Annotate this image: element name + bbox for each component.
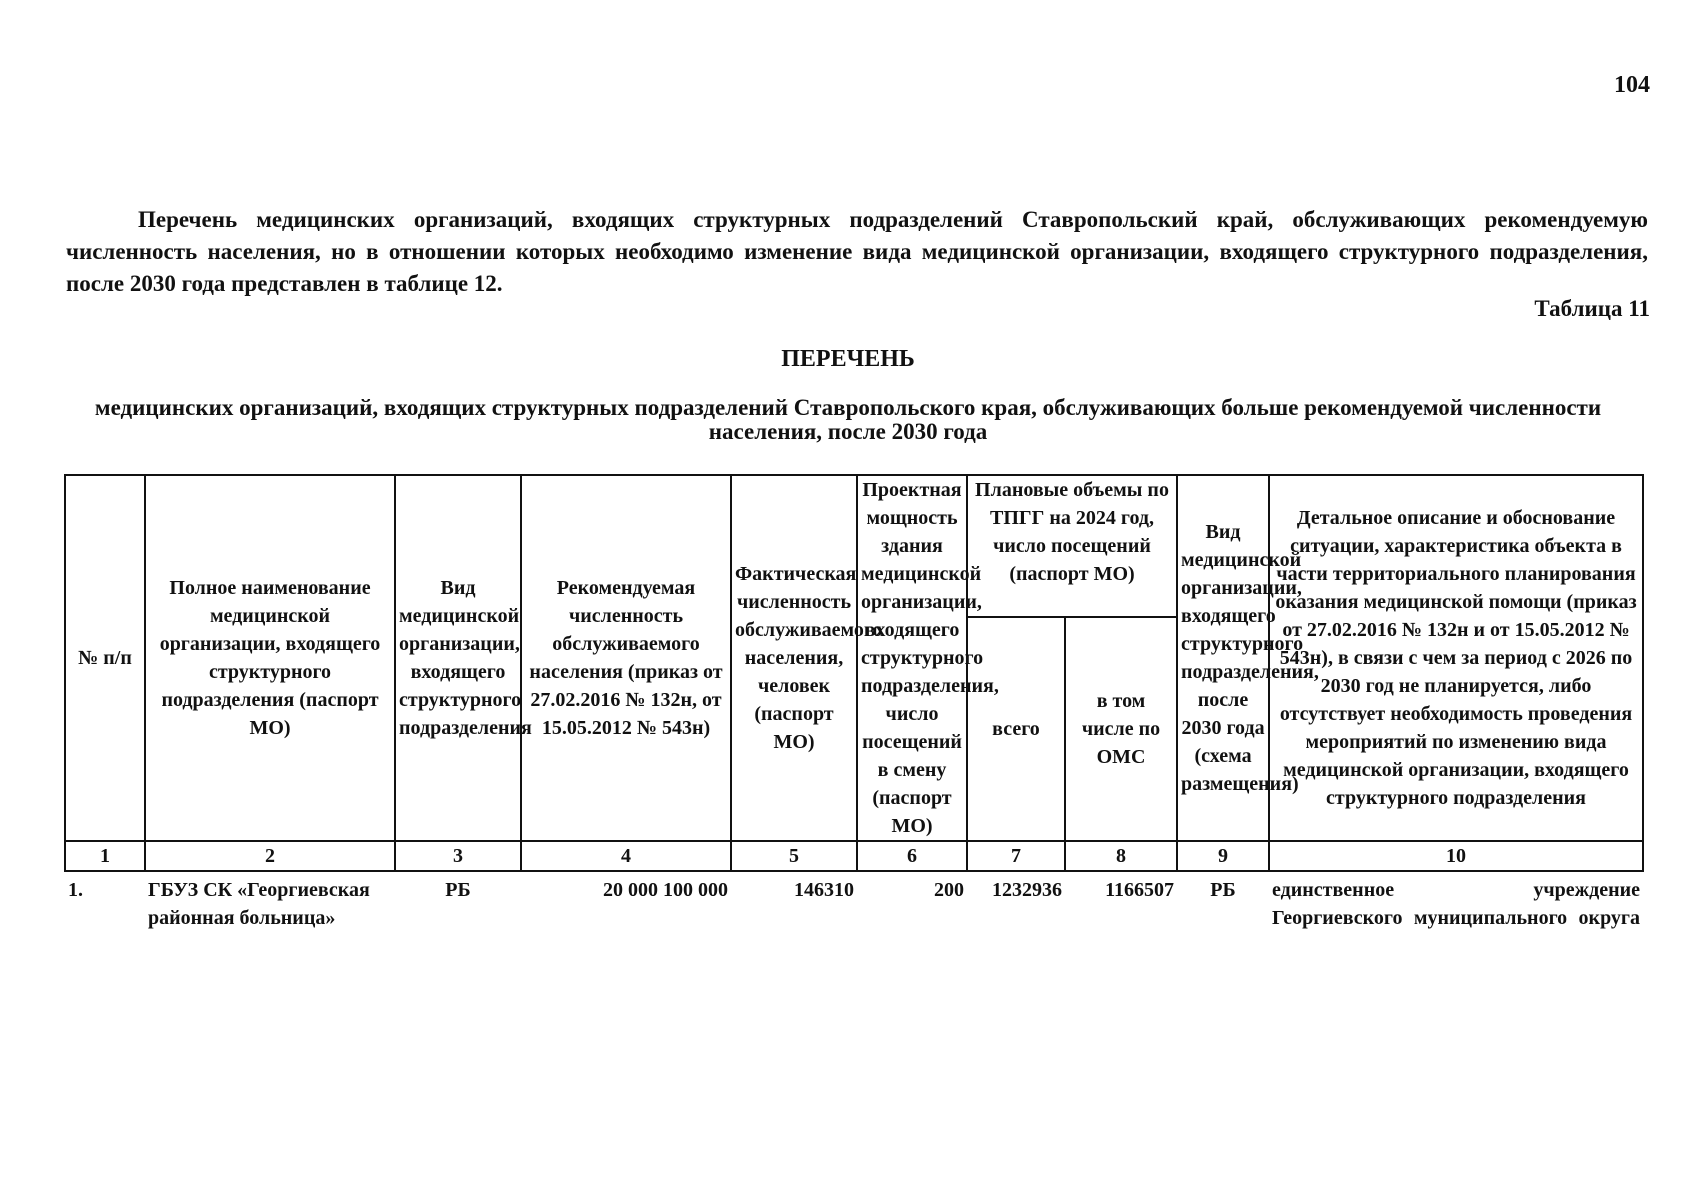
header-recommended-population: Рекомендуемая численность обслуживаемого населения (приказ от 27.02.2016 № 132н, от 15.05.2012 № 543н) [521,475,731,841]
header-description: Детальное описание и обоснование ситуации, характеристика объекта в части территориального планирования оказания медицинской помощи (приказ от 27.02.2016 № 132н и от 15.05.2012 № 543н), в связи с чем за период с 2026 по 2030 год не планируется, либо отсутствует необходимость проведения мероприятий по изменению вида медицинской организации, входящего структурного подразделения [1269,475,1643,841]
column-number: 6 [857,841,967,871]
header-design-capacity: Проектная мощность здания медицинской организации, входящего структурного подразделения, число посещений в смену (паспорт МО) [857,475,967,841]
row-design-capacity: 200 [934,879,964,901]
column-number: 3 [395,841,521,871]
header-organization-type: Вид медицинской организации, входящего структурного подразделения [395,475,521,841]
header-row [65,475,1643,617]
column-number: 1 [65,841,145,871]
column-number: 2 [145,841,395,871]
header-actual-population: Фактическая численность обслуживаемого населения, человек (паспорт МО) [731,475,857,841]
header-full-name: Полное наименование медицинской организации, входящего структурного подразделения (паспорт МО) [145,475,395,841]
row-number: 1. [68,879,83,901]
header-total: всего [967,617,1065,841]
row-actual-population: 146310 [794,879,854,901]
row-recommended-population: 20 000 100 000 [603,879,728,901]
table-row [65,871,1643,932]
table-label: Таблица 11 [1534,296,1650,321]
page-number: 104 [1614,72,1650,98]
header-number: № п/п [65,475,145,841]
intro-paragraph: Перечень медицинских организаций, входящих структурных подразделений Ставропольский край, обслуживающих рекомендуемую численность населения, но в отношении которых необходимо изменение вида медицинской организации, входящего структурного подразделения, после 2030 года представлен в таблице 12. [66,207,1648,296]
row-total-visits: 1232936 [992,879,1062,901]
row-type-after-2030: РБ [1210,879,1236,901]
header-type-after-2030: Вид медицинской организации, входящего структурного подразделения, после 2030 года (схема размещения) [1177,475,1269,841]
column-number: 10 [1269,841,1643,871]
column-number: 9 [1177,841,1269,871]
column-number: 8 [1065,841,1177,871]
column-number: 5 [731,841,857,871]
row-description: единственное учреждение Георгиевского муниципального округа [1272,879,1641,929]
row-oms-visits: 1166507 [1105,879,1175,901]
document-title: ПЕРЕЧЕНЬ [781,346,915,372]
column-number: 4 [521,841,731,871]
organizations-table [64,474,1644,932]
header-oms: в том числе по ОМС [1065,617,1177,841]
column-numbers-row [65,841,1643,871]
row-organization-name: ГБУЗ СК «Георгиевская районная больница» [148,879,370,929]
header-planned-volumes: Плановые объемы по ТПГГ на 2024 год, число посещений (паспорт МО) [967,475,1177,617]
column-number: 7 [967,841,1065,871]
document-subtitle: медицинских организаций, входящих структурных подразделений Ставропольского края, обслуживающих больше рекомендуемой численности населения, после 2030 года [94,395,1602,444]
row-organization-type: РБ [445,879,471,901]
